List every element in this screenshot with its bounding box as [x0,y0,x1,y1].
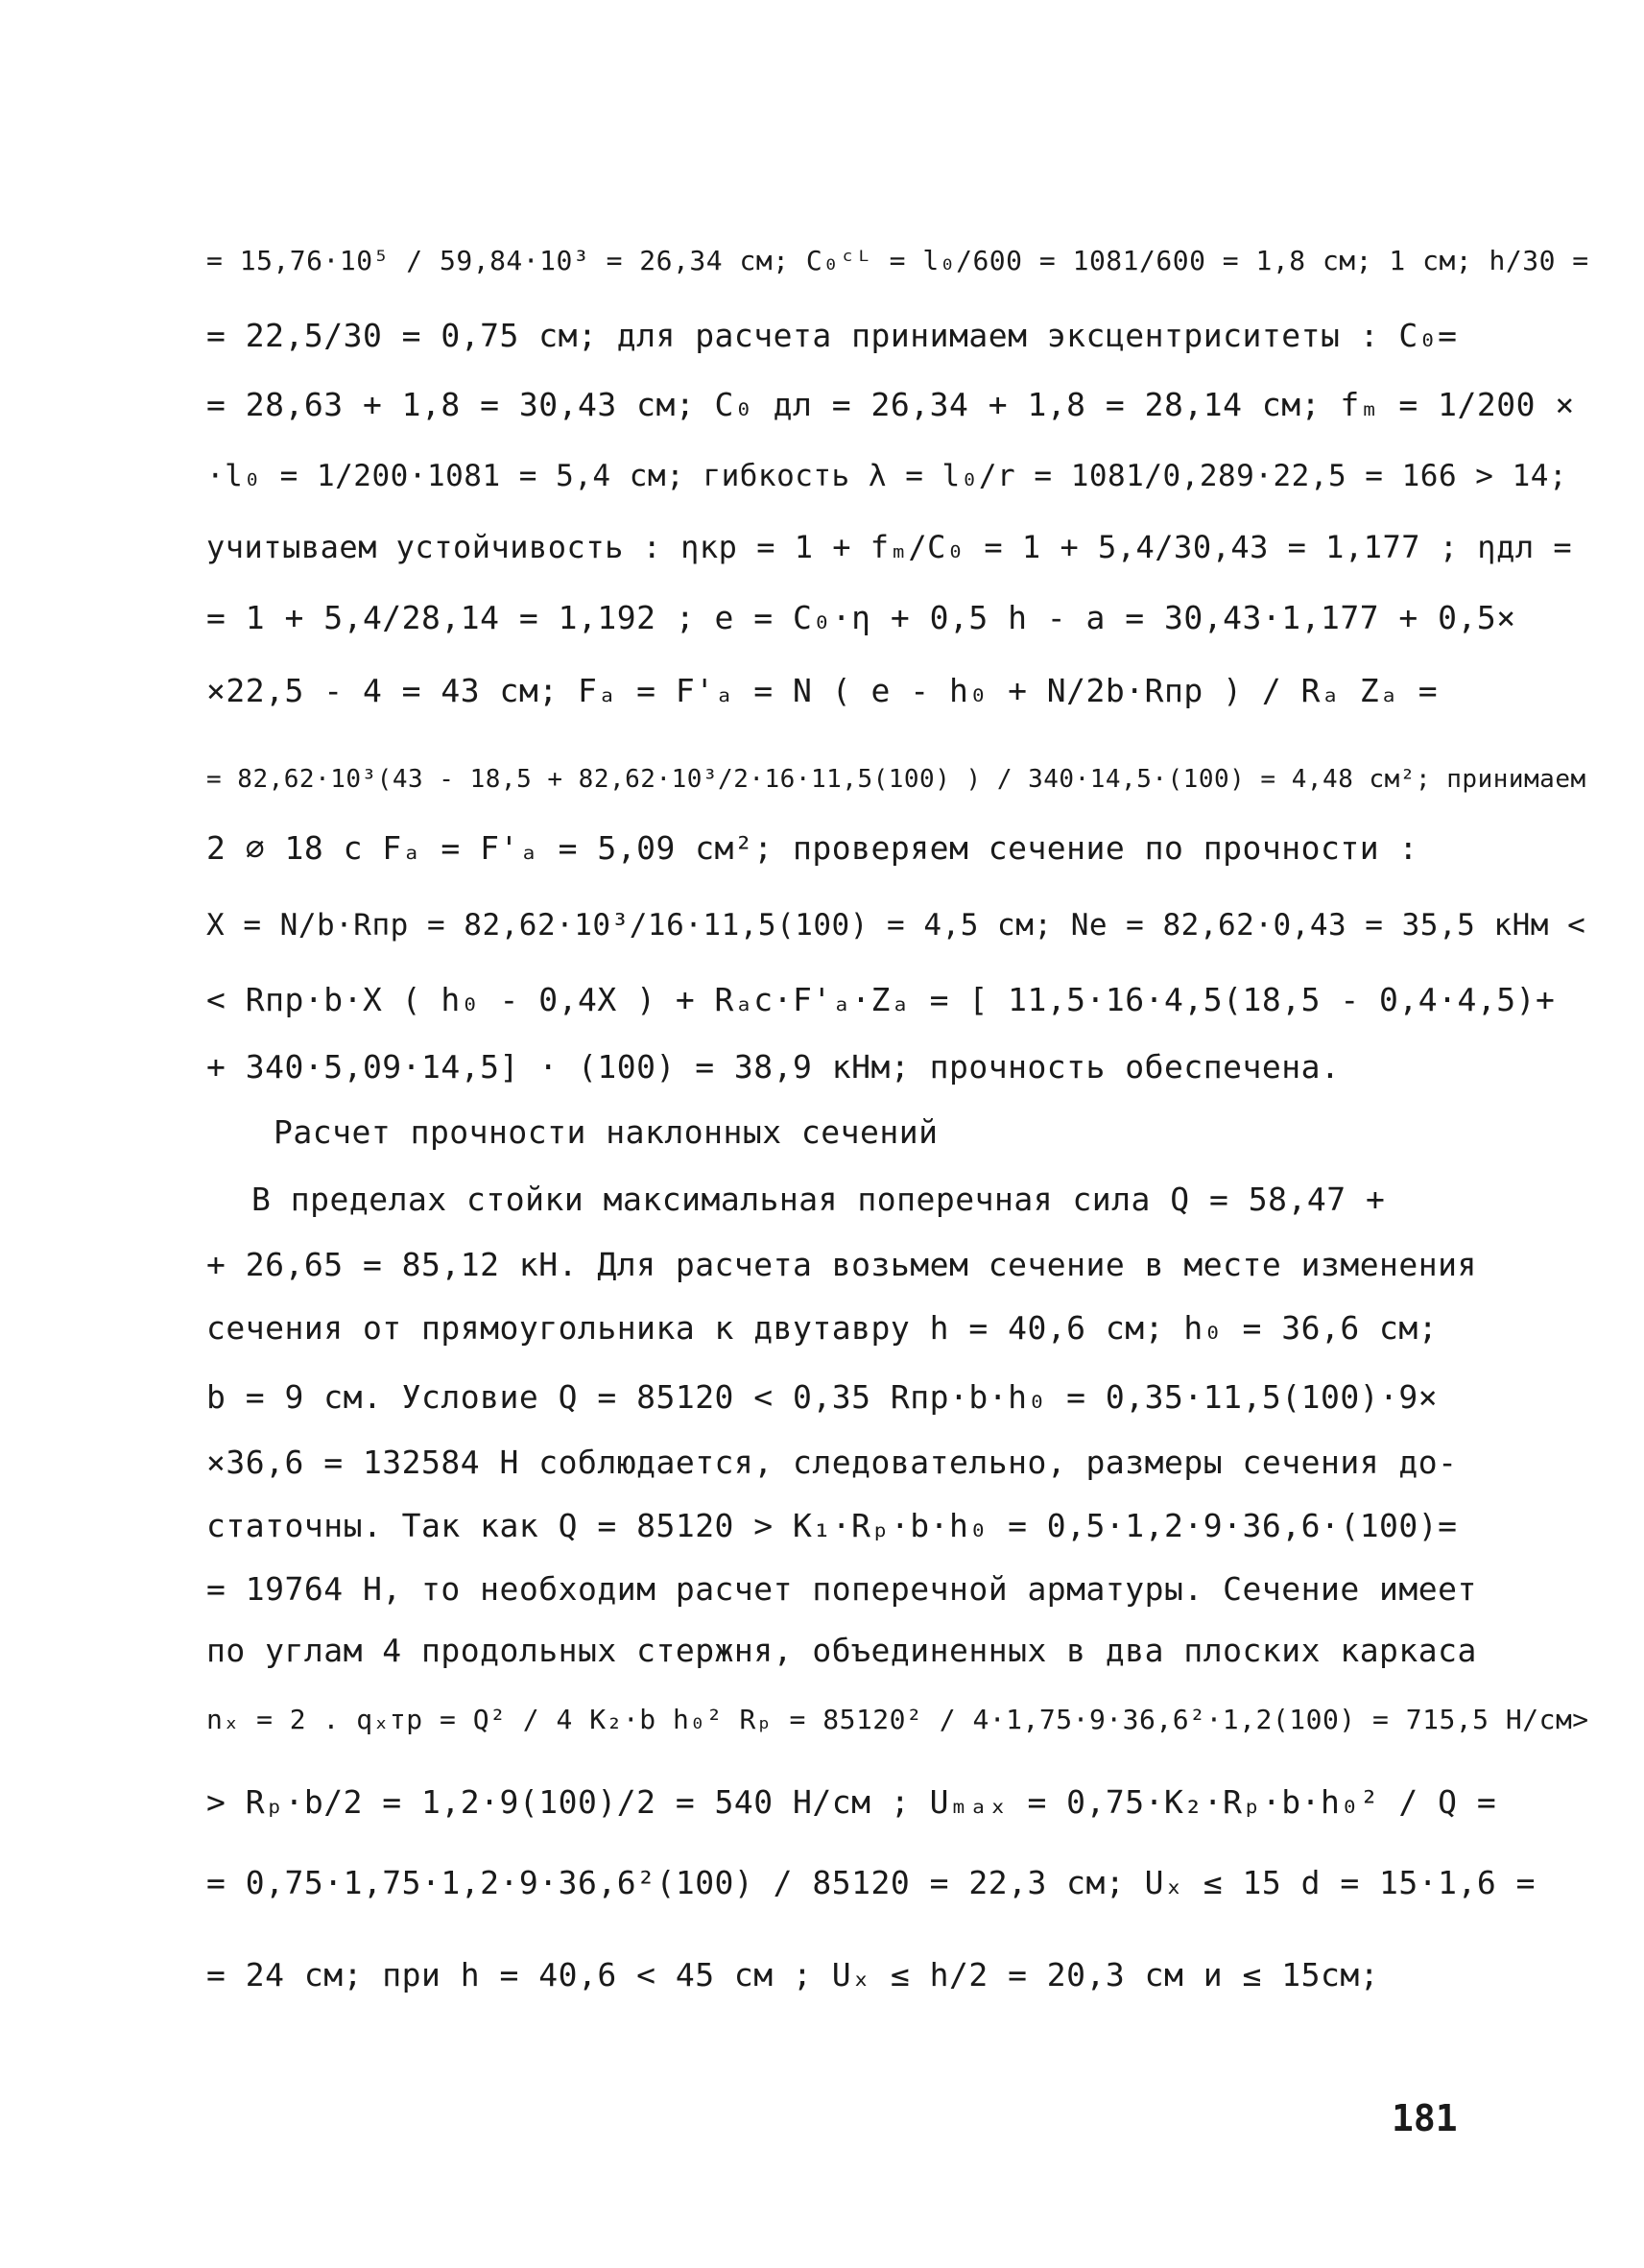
text-line: ×36,6 = 132584 Н соблюдается, следовательно, размеры сечения до- [206,1444,1458,1481]
text-line: ·l₀ = 1/200·1081 = 5,4 см; гибкость λ = l₀/r = 1081/0,289·22,5 = 166 > 14; [206,459,1568,493]
section-heading: Расчет прочности наклонных сечений [274,1113,939,1151]
text-line: = 19764 Н, то необходим расчет поперечной арматуры. Сечение имеет [206,1570,1477,1608]
text-line: nₓ = 2 . qₓтр = Q² / 4 K₂·b h₀² Rₚ = 85120² / 4·1,75·9·36,6²·1,2(100) = 715,5 Н/см> [206,1704,1589,1735]
text-line: В пределах стойки максимальная поперечная сила Q = 58,47 + [251,1181,1386,1218]
text-line: = 82,62·10³(43 - 18,5 + 82,62·10³/2·16·11,5(100) ) / 340·14,5·(100) = 4,48 см²; принимаем [206,765,1586,794]
text-line: = 15,76·10⁵ / 59,84·10³ = 26,34 см; C₀ᶜᴸ = l₀/600 = 1081/600 = 1,8 см; 1 см; h/30 = [206,245,1589,276]
text-line: ×22,5 - 4 = 43 см; Fₐ = F'ₐ = N ( e - h₀ + N/2b·Rпр ) / Rₐ Zₐ = [206,672,1439,709]
text-line: X = N/b·Rпр = 82,62·10³/16·11,5(100) = 4,5 см; Ne = 82,62·0,43 = 35,5 кНм < [206,908,1586,943]
text-line: + 26,65 = 85,12 кН. Для расчета возьмем сечение в месте изменения [206,1246,1477,1283]
text-line: b = 9 см. Условие Q = 85120 < 0,35 Rпр·b·h₀ = 0,35·11,5(100)·9× [206,1378,1439,1416]
text-line: статочны. Так как Q = 85120 > K₁·Rₚ·b·h₀ = 0,5·1,2·9·36,6·(100)= [206,1507,1458,1544]
text-line: + 340·5,09·14,5] · (100) = 38,9 кНм; прочность обеспечена. [206,1048,1341,1086]
text-line: < Rпр·b·X ( h₀ - 0,4X ) + Rₐc·F'ₐ·Zₐ = [ 11,5·16·4,5(18,5 - 0,4·4,5)+ [206,981,1556,1018]
text-line: = 24 см; при h = 40,6 < 45 см ; Uₓ ≤ h/2 = 20,3 см и ≤ 15см; [206,1956,1380,1993]
text-line: сечения от прямоугольника к двутавру h = 40,6 см; h₀ = 36,6 см; [206,1309,1439,1347]
page-number: 181 [1392,2097,1458,2139]
text-line: = 1 + 5,4/28,14 = 1,192 ; e = C₀·η + 0,5 h - a = 30,43·1,177 + 0,5× [206,599,1516,636]
text-line: учитываем устойчивость : ηкр = 1 + fₘ/C₀ = 1 + 5,4/30,43 = 1,177 ; ηдл = [206,529,1573,565]
text-line: = 0,75·1,75·1,2·9·36,6²(100) / 85120 = 22,3 см; Uₓ ≤ 15 d = 15·1,6 = [206,1864,1537,1901]
text-line: = 22,5/30 = 0,75 см; для расчета принимаем эксцентриситеты : C₀= [206,317,1458,354]
text-line: 2 ∅ 18 с Fₐ = F'ₐ = 5,09 см²; проверяем сечение по прочности : [206,829,1418,867]
text-line: по углам 4 продольных стержня, объединенных в два плоских каркаса [206,1632,1477,1669]
text-line: > Rₚ·b/2 = 1,2·9(100)/2 = 540 Н/см ; Uₘₐₓ = 0,75·K₂·Rₚ·b·h₀² / Q = [206,1783,1497,1821]
text-line: = 28,63 + 1,8 = 30,43 см; C₀ дл = 26,34 + 1,8 = 28,14 см; fₘ = 1/200 × [206,386,1575,423]
